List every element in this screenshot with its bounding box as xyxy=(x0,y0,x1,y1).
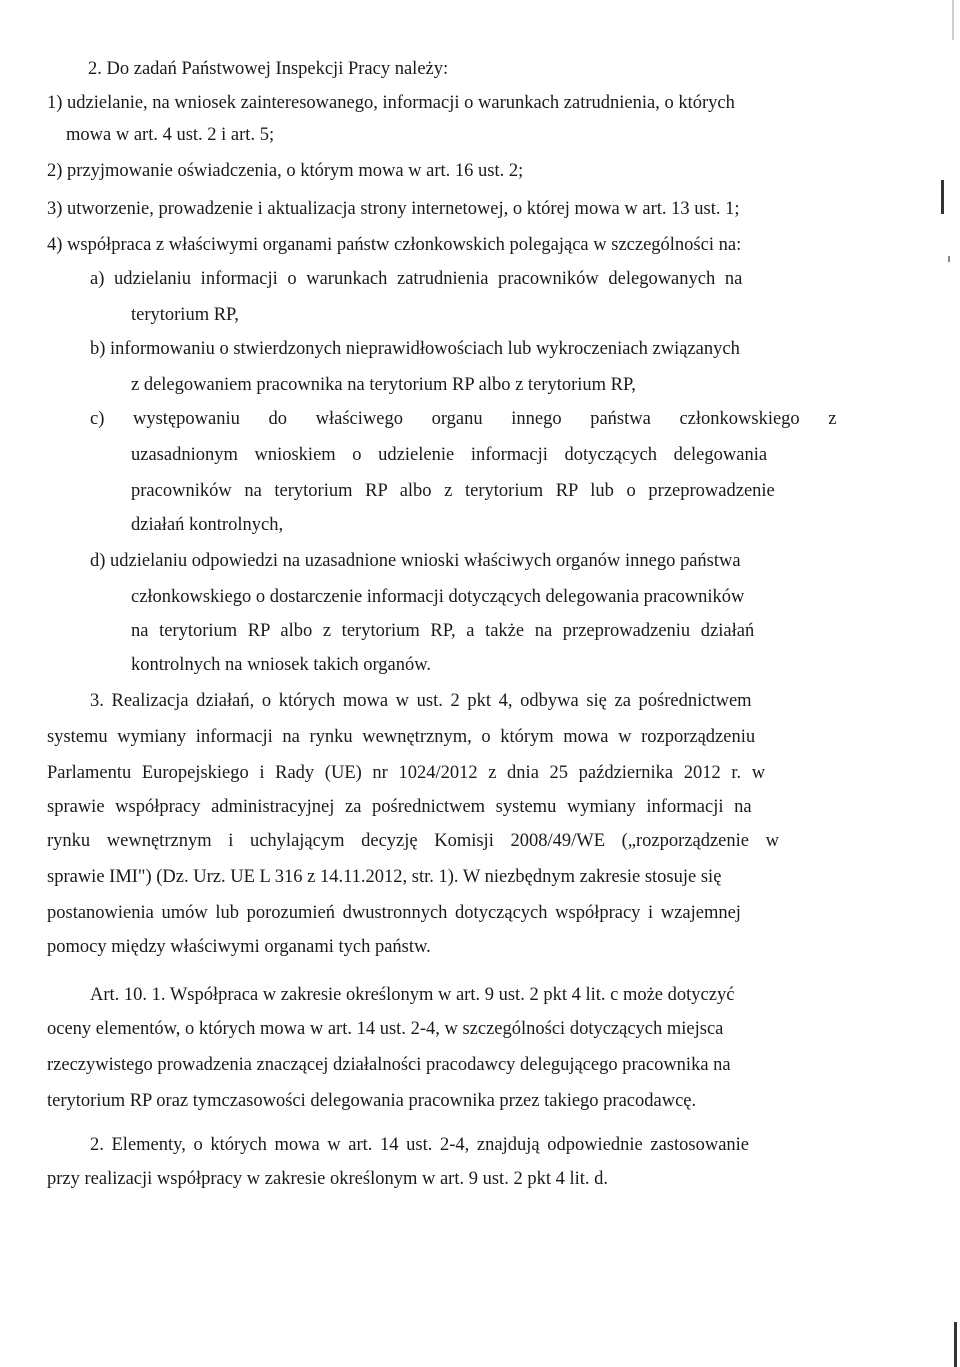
section-3-line-6: sprawie IMI") (Dz. Urz. UE L 316 z 14.11.2012, str. 1). W niezbędnym zakresie stosuje się xyxy=(47,867,722,887)
scan-mark-bottom xyxy=(954,1322,957,1367)
item-1-line-1: 1) udzielanie, na wniosek zainteresowanego, informacji o warunkach zatrudnienia, o których xyxy=(47,93,735,113)
art-10-1-line-4: terytorium RP oraz tymczasowości delegowania pracownika przez takiego pracodawcę. xyxy=(47,1091,697,1111)
scan-mark-top xyxy=(952,0,954,40)
item-1-line-2: mowa w art. 4 ust. 2 i art. 5; xyxy=(66,125,275,145)
scan-mark-middle xyxy=(941,180,944,214)
item-4c-line-3: pracowników na terytorium RP albo z terytorium RP lub o przeprowadzenie xyxy=(131,481,775,501)
item-4d-line-4: kontrolnych na wniosek takich organów. xyxy=(131,655,432,675)
art-10-1-line-1: Art. 10. 1. Współpraca w zakresie określonym w art. 9 ust. 2 pkt 4 lit. c może dotyczyć xyxy=(90,985,735,1005)
item-4: 4) współpraca z właściwymi organami państw członkowskich polegająca w szczególności na: xyxy=(47,235,742,255)
item-4d-line-2: członkowskiego o dostarczenie informacji dotyczących delegowania pracowników xyxy=(131,587,745,607)
art-10-1-line-3: rzeczywistego prowadzenia znaczącej działalności pracodawcy delegującego pracownika na xyxy=(47,1055,731,1075)
item-4a-line-2: terytorium RP, xyxy=(131,305,239,325)
item-4a-line-1 xyxy=(90,270,820,289)
art-10-2-line-2: przy realizacji współpracy w zakresie określonym w art. 9 ust. 2 pkt 4 lit. d. xyxy=(47,1169,609,1189)
scan-mark-dash xyxy=(948,256,950,262)
item-4b-line-2: z delegowaniem pracownika na terytorium RP albo z terytorium RP, xyxy=(131,375,636,395)
item-4c-line-2: uzasadnionym wnioskiem o udzielenie informacji dotyczących delegowania xyxy=(131,445,768,465)
item-4d-line-3: na terytorium RP albo z terytorium RP, a także na przeprowadzeniu działań xyxy=(131,621,755,641)
item-3: 3) utworzenie, prowadzenie i aktualizacja strony internetowej, o której mowa w art. 13 ust. 1; xyxy=(47,199,740,219)
item-4c-line-4: działań kontrolnych, xyxy=(131,515,284,535)
item-4a-text: a) udzielaniu informacji o warunkach zatrudnienia pracowników delegowanych na xyxy=(90,269,743,289)
section-3-line-2: systemu wymiany informacji na rynku wewnętrznym, o którym mowa w rozporządzeniu xyxy=(47,727,756,747)
item-4d-line-1: d) udzielaniu odpowiedzi na uzasadnione wnioski właściwych organów innego państwa xyxy=(90,551,741,571)
art-10-2-line-1: 2. Elementy, o których mowa w art. 14 ust. 2-4, znajdują odpowiednie zastosowanie xyxy=(90,1135,750,1155)
section-3-line-3: Parlamentu Europejskiego i Rady (UE) nr 1024/2012 z dnia 25 października 2012 r. w xyxy=(47,763,766,783)
section-3-line-7: postanowienia umów lub porozumień dwustronnych dotyczących współpracy i wzajemnej xyxy=(47,903,741,923)
section-2-heading: 2. Do zadań Państwowej Inspekcji Pracy należy: xyxy=(88,59,449,79)
section-3-line-8: pomocy między właściwymi organami tych państw. xyxy=(47,937,431,957)
section-3-line-5: rynku wewnętrznym i uchylającym decyzję Komisji 2008/49/WE („rozporządzenie w xyxy=(47,831,779,851)
item-4c-line-1: c) występowaniu do właściwego organu innego państwa członkowskiego z xyxy=(90,409,837,429)
item-2: 2) przyjmowanie oświadczenia, o którym mowa w art. 16 ust. 2; xyxy=(47,161,524,181)
art-10-1-line-2: oceny elementów, o których mowa w art. 14 ust. 2-4, w szczególności dotyczących miejsca xyxy=(47,1019,724,1039)
item-4b-line-1: b) informowaniu o stwierdzonych nieprawidłowościach lub wykroczeniach związanych xyxy=(90,339,740,359)
section-3-line-4: sprawie współpracy administracyjnej za pośrednictwem systemu wymiany informacji na xyxy=(47,797,752,817)
section-3-line-1: 3. Realizacja działań, o których mowa w ust. 2 pkt 4, odbywa się za pośrednictwem xyxy=(90,691,752,711)
